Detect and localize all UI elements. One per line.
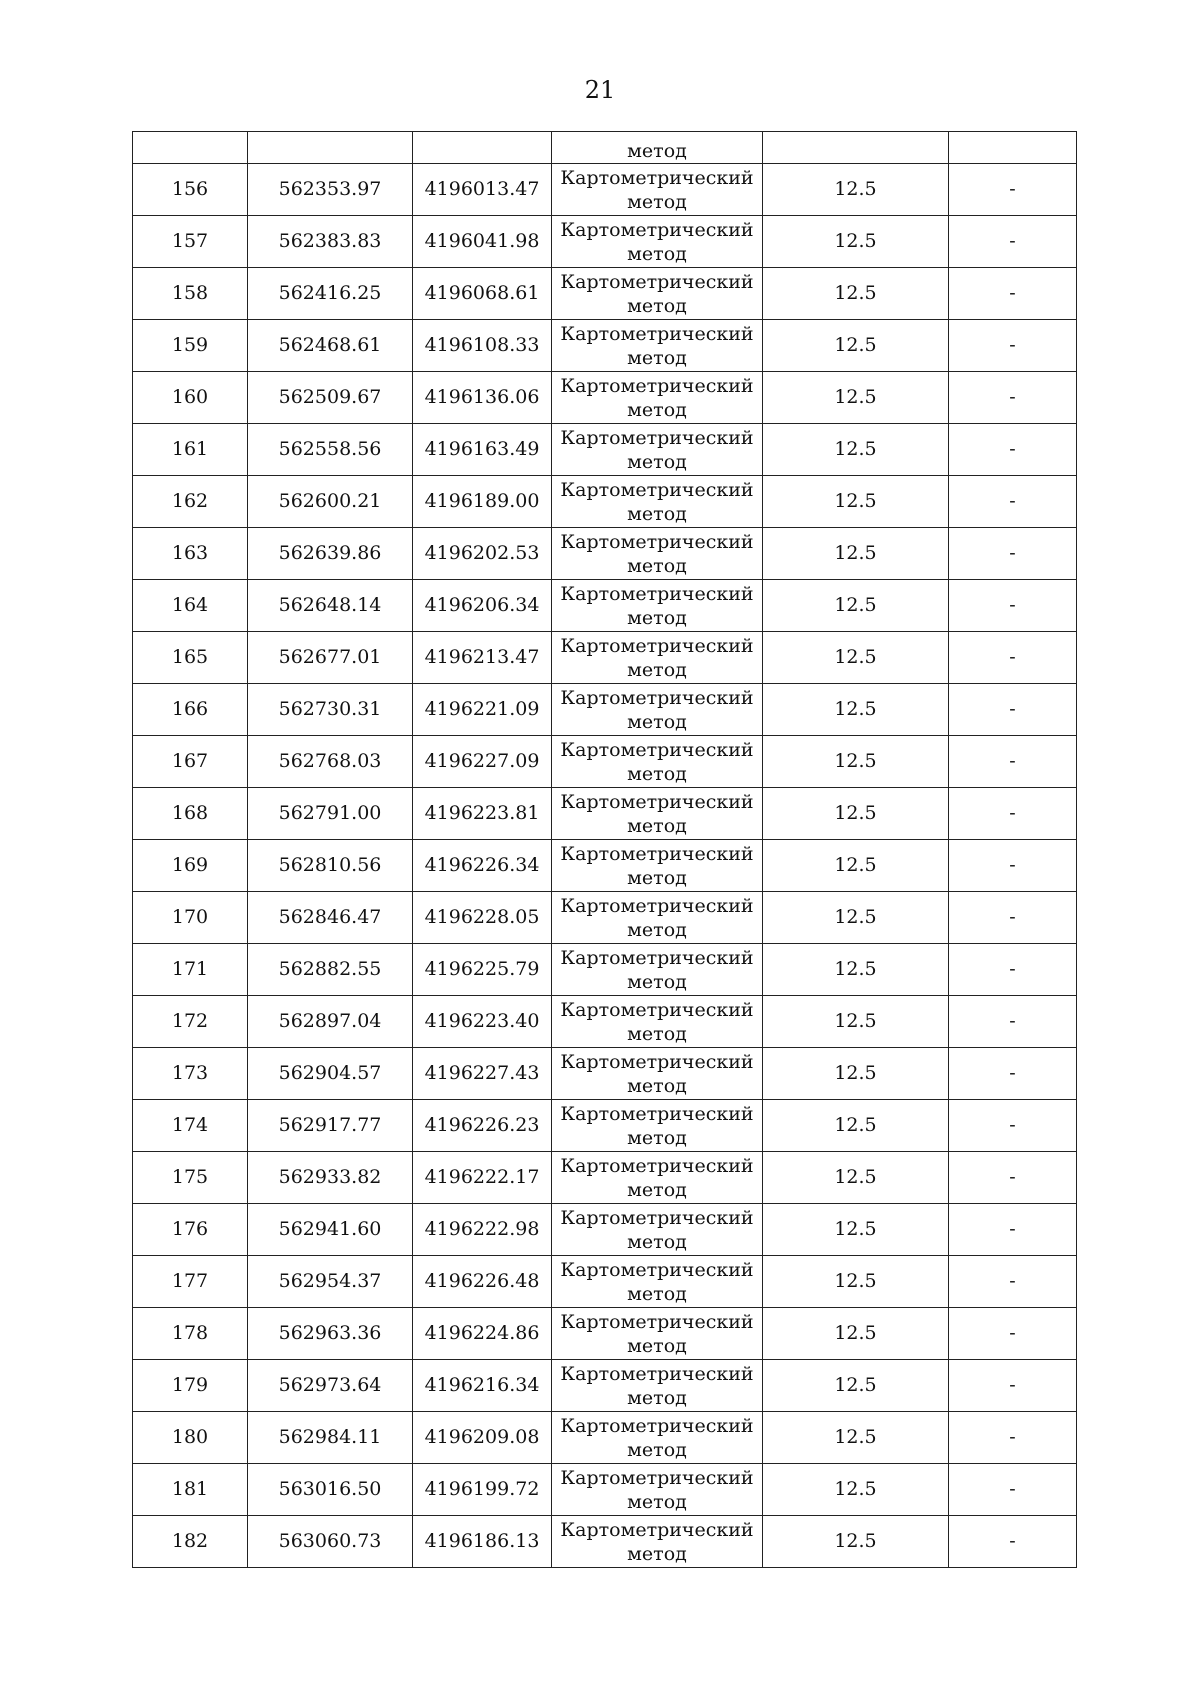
cell-y: 4196209.08 xyxy=(413,1412,552,1464)
cell-note: - xyxy=(949,996,1077,1048)
cell-y: 4196224.86 xyxy=(413,1308,552,1360)
cell-method xyxy=(552,892,763,944)
cell-point-number xyxy=(133,132,248,164)
method-label xyxy=(552,1102,762,1150)
cell-accuracy: 12.5 xyxy=(763,1464,949,1516)
cell-accuracy: 12.5 xyxy=(763,840,949,892)
cell-point-number: 157 xyxy=(133,216,248,268)
cell-point-number: 173 xyxy=(133,1048,248,1100)
cell-x: 562973.64 xyxy=(248,1360,413,1412)
method-line-1: Картометрический xyxy=(560,582,754,605)
table-row xyxy=(133,268,1077,320)
method-line-1: Картометрический xyxy=(560,426,754,449)
cell-note: - xyxy=(949,1048,1077,1100)
cell-note: - xyxy=(949,1308,1077,1360)
cell-accuracy: 12.5 xyxy=(763,996,949,1048)
method-line-1: Картометрический xyxy=(560,270,754,293)
cell-method xyxy=(552,1100,763,1152)
method-line-2: метод xyxy=(627,1386,687,1409)
cell-accuracy: 12.5 xyxy=(763,424,949,476)
method-line-1: Картометрический xyxy=(560,738,754,761)
cell-accuracy: 12.5 xyxy=(763,944,949,996)
cell-x: 562639.86 xyxy=(248,528,413,580)
cell-point-number: 179 xyxy=(133,1360,248,1412)
table-row xyxy=(133,1308,1077,1360)
cell-method xyxy=(552,944,763,996)
cell-y: 4196226.48 xyxy=(413,1256,552,1308)
cell-point-number: 172 xyxy=(133,996,248,1048)
cell-method xyxy=(552,372,763,424)
cell-method xyxy=(552,528,763,580)
cell-accuracy: 12.5 xyxy=(763,528,949,580)
method-label xyxy=(552,1154,762,1202)
cell-x: 562468.61 xyxy=(248,320,413,372)
cell-point-number: 175 xyxy=(133,1152,248,1204)
cell-note: - xyxy=(949,580,1077,632)
cell-point-number: 162 xyxy=(133,476,248,528)
cell-point-number: 181 xyxy=(133,1464,248,1516)
cell-point-number: 168 xyxy=(133,788,248,840)
cell-accuracy: 12.5 xyxy=(763,892,949,944)
method-label xyxy=(552,426,762,474)
cell-note: - xyxy=(949,788,1077,840)
cell-y: 4196108.33 xyxy=(413,320,552,372)
method-label xyxy=(552,738,762,786)
cell-note: - xyxy=(949,372,1077,424)
cell-method xyxy=(552,164,763,216)
method-line-1: Картометрический xyxy=(560,894,754,917)
method-line-2: метод xyxy=(627,1022,687,1045)
cell-accuracy: 12.5 xyxy=(763,1412,949,1464)
cell-point-number: 164 xyxy=(133,580,248,632)
table-row xyxy=(133,632,1077,684)
method-line-1: Картометрический xyxy=(560,322,754,345)
method-label xyxy=(552,842,762,890)
cell-x: 562941.60 xyxy=(248,1204,413,1256)
cell-y xyxy=(413,132,552,164)
cell-point-number: 167 xyxy=(133,736,248,788)
method-line-1: Картометрический xyxy=(560,1310,754,1333)
cell-y: 4196222.17 xyxy=(413,1152,552,1204)
cell-point-number: 163 xyxy=(133,528,248,580)
cell-x: 562730.31 xyxy=(248,684,413,736)
cell-y: 4196189.00 xyxy=(413,476,552,528)
cell-accuracy: 12.5 xyxy=(763,684,949,736)
method-line-2: метод xyxy=(627,710,687,733)
method-line-2: метод xyxy=(627,970,687,993)
cell-point-number: 171 xyxy=(133,944,248,996)
cell-method xyxy=(552,1360,763,1412)
method-line-1: Картометрический xyxy=(560,1414,754,1437)
cell-note: - xyxy=(949,892,1077,944)
cell-note: - xyxy=(949,1464,1077,1516)
cell-y: 4196163.49 xyxy=(413,424,552,476)
cell-accuracy: 12.5 xyxy=(763,1308,949,1360)
method-line-1: Картометрический xyxy=(560,374,754,397)
method-label xyxy=(552,1362,762,1410)
table-row xyxy=(133,1256,1077,1308)
cell-point-number: 170 xyxy=(133,892,248,944)
method-line-1: Картометрический xyxy=(560,842,754,865)
table-row xyxy=(133,372,1077,424)
method-line-2: метод xyxy=(627,814,687,837)
method-line-2: метод xyxy=(627,762,687,785)
cell-method xyxy=(552,736,763,788)
method-line-1: Картометрический xyxy=(560,1050,754,1073)
cell-y: 4196041.98 xyxy=(413,216,552,268)
method-line-1: Картометрический xyxy=(560,686,754,709)
method-line-1: Картометрический xyxy=(560,1258,754,1281)
cell-accuracy: 12.5 xyxy=(763,1048,949,1100)
method-line-2: метод xyxy=(627,1282,687,1305)
method-label xyxy=(552,374,762,422)
cell-point-number: 182 xyxy=(133,1516,248,1568)
table-row xyxy=(133,476,1077,528)
method-line-1: Картометрический xyxy=(560,1102,754,1125)
cell-x: 562963.36 xyxy=(248,1308,413,1360)
cell-y: 4196227.43 xyxy=(413,1048,552,1100)
method-line-2: метод xyxy=(627,1126,687,1149)
cell-y: 4196199.72 xyxy=(413,1464,552,1516)
table-row xyxy=(133,1152,1077,1204)
method-line-2: метод xyxy=(627,450,687,473)
method-label xyxy=(552,1414,762,1462)
method-label xyxy=(552,998,762,1046)
cell-y: 4196013.47 xyxy=(413,164,552,216)
table-row xyxy=(133,788,1077,840)
cell-x: 562677.01 xyxy=(248,632,413,684)
method-line-1: Картометрический xyxy=(560,946,754,969)
cell-point-number: 156 xyxy=(133,164,248,216)
method-line-2: метод xyxy=(627,1230,687,1253)
table-row xyxy=(133,320,1077,372)
cell-method xyxy=(552,996,763,1048)
method-line-2: метод xyxy=(627,1438,687,1461)
method-label xyxy=(552,1518,762,1566)
cell-point-number: 180 xyxy=(133,1412,248,1464)
cell-accuracy xyxy=(763,132,949,164)
method-line-2: метод xyxy=(627,242,687,265)
method-label xyxy=(552,166,762,214)
cell-method xyxy=(552,424,763,476)
cell-note: - xyxy=(949,1360,1077,1412)
method-label xyxy=(552,1310,762,1358)
cell-note: - xyxy=(949,528,1077,580)
cell-accuracy: 12.5 xyxy=(763,164,949,216)
method-line-2: метод xyxy=(627,1542,687,1565)
cell-method xyxy=(552,840,763,892)
cell-x: 562846.47 xyxy=(248,892,413,944)
cell-accuracy: 12.5 xyxy=(763,216,949,268)
method-label xyxy=(552,894,762,942)
table-row xyxy=(133,1100,1077,1152)
method-label xyxy=(552,582,762,630)
table-row xyxy=(133,1204,1077,1256)
method-line-1: Картометрический xyxy=(560,1154,754,1177)
method-line-2: метод xyxy=(627,1178,687,1201)
cell-accuracy: 12.5 xyxy=(763,1256,949,1308)
cell-method xyxy=(552,1152,763,1204)
cell-y: 4196216.34 xyxy=(413,1360,552,1412)
cell-method xyxy=(552,1308,763,1360)
method-label xyxy=(552,1206,762,1254)
cell-x: 562954.37 xyxy=(248,1256,413,1308)
table-row xyxy=(133,892,1077,944)
method-line-1: Картометрический xyxy=(560,1206,754,1229)
cell-note: - xyxy=(949,1100,1077,1152)
method-line-2: метод xyxy=(627,866,687,889)
coordinates-table xyxy=(132,131,1077,1568)
cell-x: 562933.82 xyxy=(248,1152,413,1204)
method-line-2: метод xyxy=(627,606,687,629)
method-line-2: метод xyxy=(627,346,687,369)
cell-point-number: 158 xyxy=(133,268,248,320)
table-row xyxy=(133,996,1077,1048)
table-row xyxy=(133,216,1077,268)
page-number: 21 xyxy=(584,76,616,104)
cell-method xyxy=(552,476,763,528)
method-line-1: Картометрический xyxy=(560,1466,754,1489)
cell-note: - xyxy=(949,164,1077,216)
cell-note: - xyxy=(949,684,1077,736)
cell-accuracy: 12.5 xyxy=(763,1516,949,1568)
table-row xyxy=(133,840,1077,892)
coordinates-table-body xyxy=(133,132,1077,1568)
cell-point-number: 177 xyxy=(133,1256,248,1308)
cell-y: 4196221.09 xyxy=(413,684,552,736)
cell-point-number: 169 xyxy=(133,840,248,892)
cell-y: 4196225.79 xyxy=(413,944,552,996)
cell-x: 562904.57 xyxy=(248,1048,413,1100)
cell-note: - xyxy=(949,1204,1077,1256)
cell-note: - xyxy=(949,268,1077,320)
cell-point-number: 176 xyxy=(133,1204,248,1256)
cell-x: 562353.97 xyxy=(248,164,413,216)
method-label xyxy=(552,1050,762,1098)
cell-x: 562648.14 xyxy=(248,580,413,632)
cell-y: 4196186.13 xyxy=(413,1516,552,1568)
table-row xyxy=(133,684,1077,736)
cell-x: 562984.11 xyxy=(248,1412,413,1464)
method-line-1: Картометрический xyxy=(560,166,754,189)
cell-y: 4196223.40 xyxy=(413,996,552,1048)
cell-method xyxy=(552,1204,763,1256)
cell-method xyxy=(552,632,763,684)
cell-y: 4196226.23 xyxy=(413,1100,552,1152)
cell-point-number: 161 xyxy=(133,424,248,476)
table-row xyxy=(133,1516,1077,1568)
cell-method xyxy=(552,320,763,372)
cell-accuracy: 12.5 xyxy=(763,788,949,840)
cell-note: - xyxy=(949,840,1077,892)
cell-accuracy: 12.5 xyxy=(763,320,949,372)
cell-method xyxy=(552,580,763,632)
method-label xyxy=(552,270,762,318)
cell-accuracy: 12.5 xyxy=(763,1204,949,1256)
cell-point-number: 166 xyxy=(133,684,248,736)
table-row xyxy=(133,944,1077,996)
table-row xyxy=(133,1412,1077,1464)
method-line-1: Картометрический xyxy=(560,478,754,501)
method-line-1: Картометрический xyxy=(560,1518,754,1541)
cell-method: метод xyxy=(552,132,763,164)
cell-y: 4196136.06 xyxy=(413,372,552,424)
cell-y: 4196226.34 xyxy=(413,840,552,892)
cell-y: 4196202.53 xyxy=(413,528,552,580)
method-line-1: Картометрический xyxy=(560,218,754,241)
method-line-2: метод xyxy=(627,190,687,213)
cell-x: 562509.67 xyxy=(248,372,413,424)
cell-x xyxy=(248,132,413,164)
method-label xyxy=(552,478,762,526)
continuation-row xyxy=(133,132,1077,164)
cell-method xyxy=(552,1256,763,1308)
cell-accuracy: 12.5 xyxy=(763,1152,949,1204)
cell-note: - xyxy=(949,944,1077,996)
cell-note: - xyxy=(949,1516,1077,1568)
method-line-2: метод xyxy=(627,554,687,577)
method-line-2: метод xyxy=(627,294,687,317)
cell-note: - xyxy=(949,736,1077,788)
table-row xyxy=(133,1048,1077,1100)
cell-method xyxy=(552,788,763,840)
table-row xyxy=(133,736,1077,788)
table-row xyxy=(133,580,1077,632)
cell-accuracy: 12.5 xyxy=(763,580,949,632)
method-line-2: метод xyxy=(627,398,687,421)
cell-method xyxy=(552,216,763,268)
cell-y: 4196206.34 xyxy=(413,580,552,632)
cell-point-number: 174 xyxy=(133,1100,248,1152)
cell-note: - xyxy=(949,424,1077,476)
method-label xyxy=(552,946,762,994)
method-label xyxy=(552,218,762,266)
cell-note: - xyxy=(949,1412,1077,1464)
cell-accuracy: 12.5 xyxy=(763,372,949,424)
table-row xyxy=(133,1464,1077,1516)
cell-method xyxy=(552,1516,763,1568)
method-label xyxy=(552,686,762,734)
cell-note: - xyxy=(949,320,1077,372)
table-row xyxy=(133,424,1077,476)
cell-x: 562791.00 xyxy=(248,788,413,840)
cell-x: 562810.56 xyxy=(248,840,413,892)
method-line-2: метод xyxy=(627,502,687,525)
method-label xyxy=(552,790,762,838)
method-line-1: Картометрический xyxy=(560,998,754,1021)
cell-note xyxy=(949,132,1077,164)
cell-x: 562768.03 xyxy=(248,736,413,788)
method-line-2: метод xyxy=(627,1074,687,1097)
cell-x: 563060.73 xyxy=(248,1516,413,1568)
cell-point-number: 160 xyxy=(133,372,248,424)
method-label xyxy=(552,530,762,578)
method-line-2: метод xyxy=(627,918,687,941)
method-line-2: метод xyxy=(627,1334,687,1357)
cell-method xyxy=(552,1048,763,1100)
cell-x: 562383.83 xyxy=(248,216,413,268)
cell-x: 562882.55 xyxy=(248,944,413,996)
cell-y: 4196213.47 xyxy=(413,632,552,684)
method-line-1: Картометрический xyxy=(560,1362,754,1385)
cell-note: - xyxy=(949,1256,1077,1308)
cell-y: 4196223.81 xyxy=(413,788,552,840)
cell-method xyxy=(552,684,763,736)
cell-accuracy: 12.5 xyxy=(763,476,949,528)
method-line-1: Картометрический xyxy=(560,530,754,553)
method-line-2: метод xyxy=(627,1490,687,1513)
cell-x: 562600.21 xyxy=(248,476,413,528)
cell-y: 4196222.98 xyxy=(413,1204,552,1256)
cell-note: - xyxy=(949,1152,1077,1204)
cell-x: 562917.77 xyxy=(248,1100,413,1152)
cell-note: - xyxy=(949,632,1077,684)
method-line-2: метод xyxy=(627,658,687,681)
method-label xyxy=(552,322,762,370)
cell-point-number: 165 xyxy=(133,632,248,684)
cell-accuracy: 12.5 xyxy=(763,268,949,320)
cell-y: 4196228.05 xyxy=(413,892,552,944)
cell-x: 562558.56 xyxy=(248,424,413,476)
cell-x: 562897.04 xyxy=(248,996,413,1048)
method-line-1: Картометрический xyxy=(560,790,754,813)
cell-x: 563016.50 xyxy=(248,1464,413,1516)
table-row xyxy=(133,164,1077,216)
method-label xyxy=(552,1466,762,1514)
cell-x: 562416.25 xyxy=(248,268,413,320)
cell-accuracy: 12.5 xyxy=(763,632,949,684)
cell-point-number: 159 xyxy=(133,320,248,372)
table-row xyxy=(133,528,1077,580)
cell-accuracy: 12.5 xyxy=(763,1360,949,1412)
cell-note: - xyxy=(949,476,1077,528)
cell-accuracy: 12.5 xyxy=(763,1100,949,1152)
cell-point-number: 178 xyxy=(133,1308,248,1360)
table-row xyxy=(133,1360,1077,1412)
cell-note: - xyxy=(949,216,1077,268)
method-line-1: Картометрический xyxy=(560,634,754,657)
cell-method xyxy=(552,1412,763,1464)
method-label xyxy=(552,1258,762,1306)
cell-y: 4196068.61 xyxy=(413,268,552,320)
cell-y: 4196227.09 xyxy=(413,736,552,788)
cell-method xyxy=(552,268,763,320)
cell-accuracy: 12.5 xyxy=(763,736,949,788)
method-label xyxy=(552,634,762,682)
cell-method xyxy=(552,1464,763,1516)
